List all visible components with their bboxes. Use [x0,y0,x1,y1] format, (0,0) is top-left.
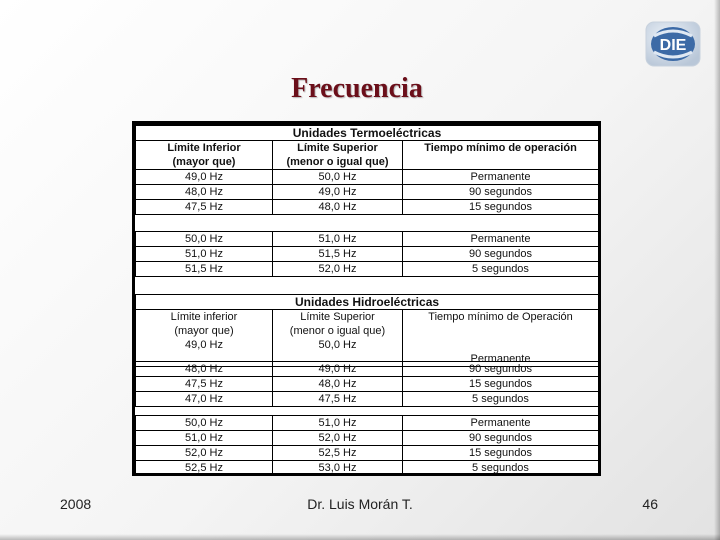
termo-header-lower: Límite Inferior [136,141,273,156]
cell-lower: 50,0 Hz [136,416,273,431]
cell-upper: 52,5 Hz [273,446,403,461]
table-row [136,200,599,215]
cell-time: Permanente [403,170,599,185]
cell-upper: 51,0 Hz [273,232,403,247]
cell-time: Permanente [403,416,599,431]
hidro-header-lower: Límite inferior [136,310,273,325]
slide-shadow-bottom [0,534,720,540]
cell-time: 90 segundos [403,247,599,262]
termo-header-time-sub [403,155,599,170]
cell-upper: 48,0 Hz [273,200,403,215]
cell-time: 5 segundos [403,262,599,277]
cell-time: 15 segundos [403,446,599,461]
cell-upper: 49,0 Hz [273,362,403,377]
hidro-section-title: Unidades Hidroeléctricas [136,295,599,310]
frequency-table [135,125,598,473]
table-row [136,185,599,200]
frequency-table-frame [132,121,601,476]
hidro-table [135,294,599,367]
cell-lower: 50,0 Hz [136,232,273,247]
cell-lower: 49,0 Hz [136,170,273,185]
slide-shadow-right [714,0,720,540]
cell-time: Permanente [403,232,599,247]
table-row [136,392,599,407]
logo-text: DIE [659,37,687,54]
hidro-header-time: Tiempo mínimo de Operación [403,310,599,325]
cell-upper: 48,0 Hz [273,377,403,392]
cell-time: 90 segundos [403,431,599,446]
cell-lower: 47,0 Hz [136,392,273,407]
termo-section-title: Unidades Termoeléctricas [136,126,599,141]
table-row [136,416,599,431]
cell-time: 5 segundos [403,461,599,476]
cell-upper: 51,5 Hz [273,247,403,262]
cell-lower: 47,5 Hz [136,377,273,392]
cell-time: 90 segundos [403,362,599,377]
cell-lower: 52,5 Hz [136,461,273,476]
footer-year: 2008 [60,496,92,512]
table-row [136,232,599,247]
cell-upper: 52,0 Hz [273,262,403,277]
cell-lower: 51,5 Hz [136,262,273,277]
table-row [136,461,599,476]
table-row [136,377,599,392]
hidro-table-group1-rest [135,361,599,407]
table-row [136,170,599,185]
hidro-table-group2 [135,415,599,476]
hidro-header-time-sub [403,324,599,338]
cell-upper: 52,0 Hz [273,431,403,446]
cell-upper: 51,0 Hz [273,416,403,431]
footer-page-number: 46 [642,496,658,512]
termo-table-group2 [135,231,599,277]
termo-header-upper-sub: (menor o igual que) [273,155,403,170]
cell-upper: 50,0 Hz [273,338,403,352]
cell-time: 90 segundos [403,185,599,200]
hidro-header-upper: Límite Superior [273,310,403,325]
cell-time [403,338,599,352]
table-row [136,362,599,377]
table-row [136,338,599,352]
cell-lower: 48,0 Hz [136,185,273,200]
cell-lower: 49,0 Hz [136,338,273,352]
hidro-header-lower-sub: (mayor que) [136,324,273,338]
cell-lower: 48,0 Hz [136,362,273,377]
cell-time: 15 segundos [403,200,599,215]
termo-table [135,125,599,215]
cell-lower: 52,0 Hz [136,446,273,461]
table-row [136,431,599,446]
cell-upper: 50,0 Hz [273,170,403,185]
cell-lower: 51,0 Hz [136,431,273,446]
termo-header-upper: Límite Superior [273,141,403,156]
cell-lower: 51,0 Hz [136,247,273,262]
cell-time: 15 segundos [403,377,599,392]
slide-title: Frecuencia [291,73,423,104]
cell-upper: 53,0 Hz [273,461,403,476]
termo-header-time: Tiempo mínimo de operación [403,141,599,156]
cell-upper: 49,0 Hz [273,185,403,200]
termo-header-lower-sub: (mayor que) [136,155,273,170]
cell-lower: 47,5 Hz [136,200,273,215]
table-row [136,262,599,277]
table-row [136,446,599,461]
hidro-header-upper-sub: (menor o igual que) [273,324,403,338]
cell-upper: 47,5 Hz [273,392,403,407]
die-logo [644,20,702,68]
cell-time: Permanente [403,352,599,367]
table-row [136,247,599,262]
footer-author: Dr. Luis Morán T. [307,496,413,512]
cell-time: 5 segundos [403,392,599,407]
